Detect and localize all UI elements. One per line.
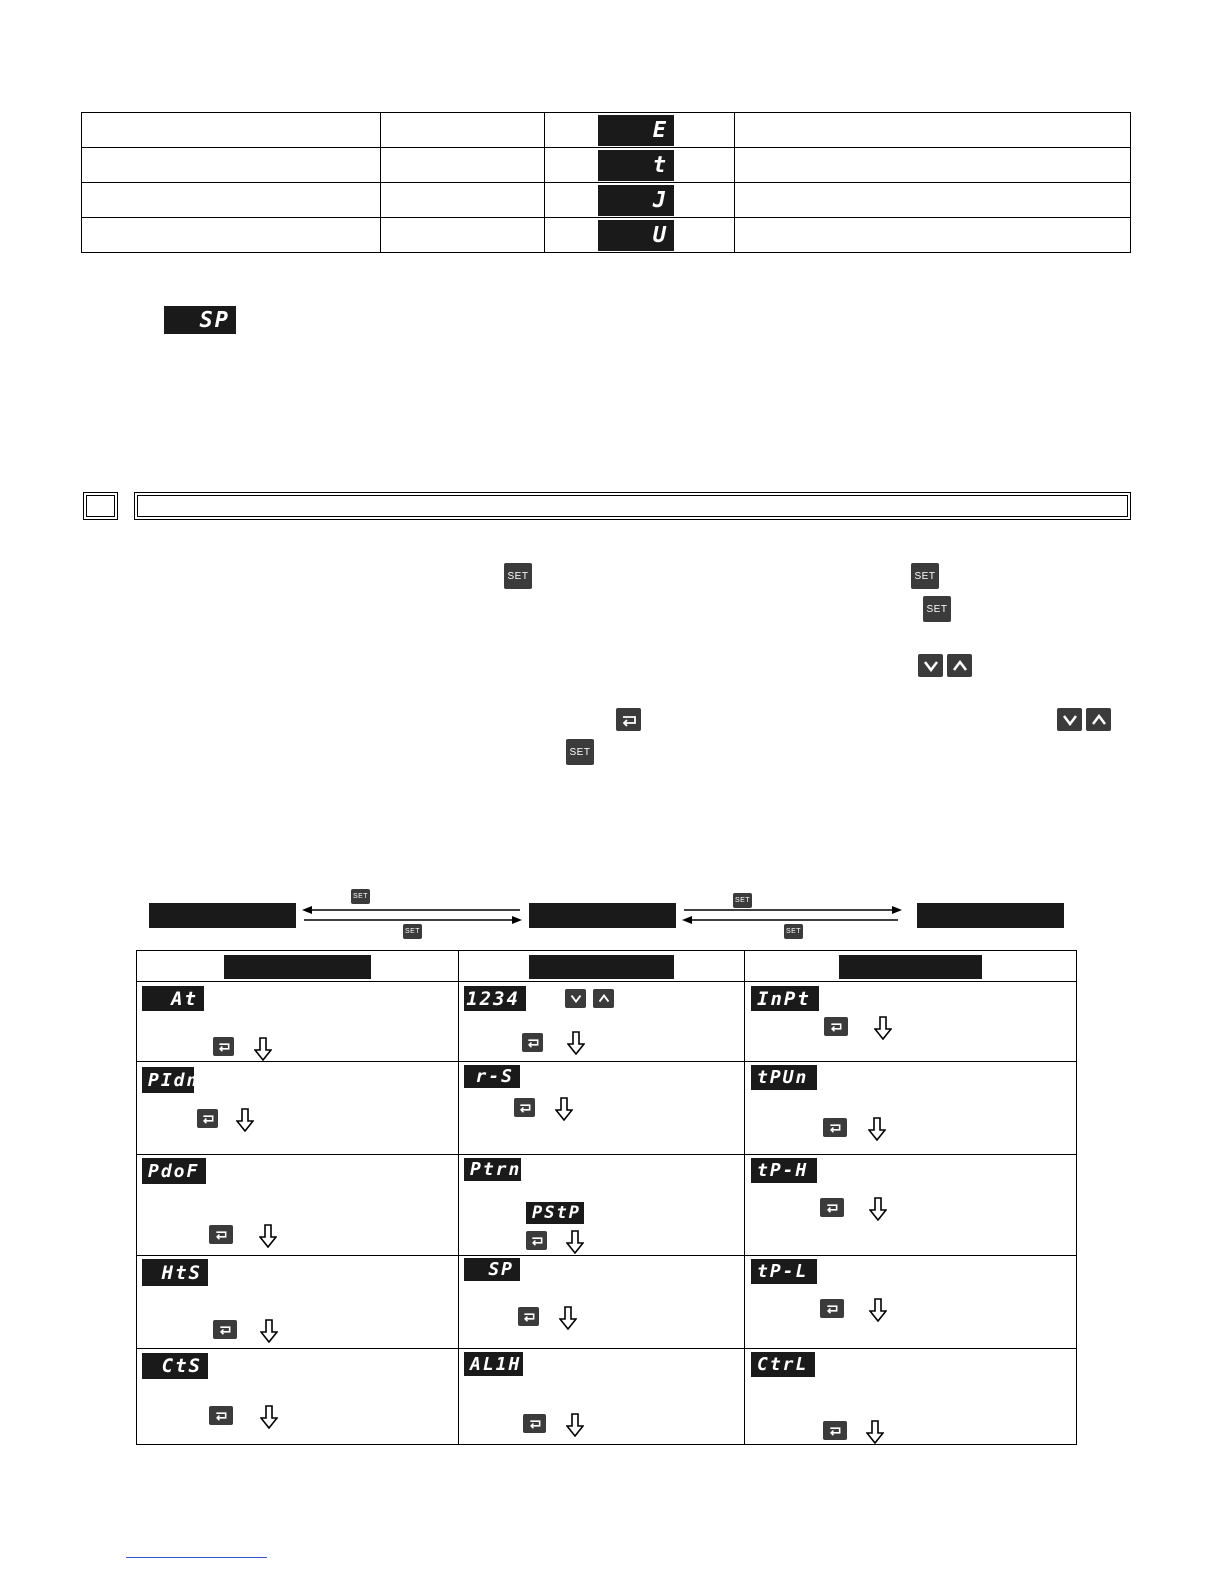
flow-down-arrow-icon: [260, 1405, 278, 1429]
parameter-grid: [136, 950, 1077, 1445]
mode-return-icon: [523, 1414, 546, 1433]
column-header-bar: [839, 955, 982, 979]
set-button-icon: SET: [911, 563, 939, 589]
led-display: HtS: [142, 1259, 208, 1286]
footer-link-underline[interactable]: [126, 1557, 267, 1558]
mode-block-1: [149, 903, 296, 928]
mode-return-icon: [518, 1307, 539, 1326]
led-display: Ptrn: [464, 1158, 521, 1181]
led-display: CtS: [142, 1353, 208, 1379]
led-display: r-S: [464, 1065, 520, 1088]
mode-return-icon: [823, 1118, 847, 1137]
flow-down-arrow-icon: [866, 1420, 884, 1444]
led-display: PdoF: [142, 1158, 206, 1184]
set-button-icon: SET: [566, 739, 594, 765]
mode-return-icon: [820, 1198, 844, 1217]
section-title-box: [134, 492, 1131, 520]
led-display: CtrL: [751, 1352, 815, 1377]
table-row: [137, 982, 1077, 1062]
flow-down-arrow-icon: [874, 1016, 892, 1040]
mode-return-icon: [514, 1098, 535, 1117]
mode-return-icon: [213, 1320, 237, 1339]
flow-down-arrow-icon: [566, 1413, 584, 1437]
sensor-type-table: [81, 112, 1131, 253]
table-row: [137, 1256, 1077, 1349]
flow-down-arrow-icon: [869, 1298, 887, 1322]
table-row: [137, 1155, 1077, 1256]
set-button-icon: SET: [923, 596, 951, 622]
mode-return-icon: [522, 1033, 543, 1052]
flow-down-arrow-icon: [555, 1097, 573, 1121]
mode-return-icon: [526, 1231, 547, 1250]
table-row: [137, 1062, 1077, 1155]
flow-down-arrow-icon: [566, 1230, 584, 1254]
set-button-icon: SET: [351, 889, 370, 904]
led-display: At: [142, 986, 204, 1011]
mode-return-icon: [213, 1037, 234, 1056]
mode-return-icon: [209, 1406, 233, 1425]
down-arrow-button-icon: [1057, 708, 1082, 731]
led-display: E: [598, 115, 674, 146]
table-row: [137, 951, 1077, 982]
led-display: PStP: [526, 1202, 584, 1224]
set-button-icon: SET: [403, 924, 422, 939]
led-display: AL1H: [464, 1352, 523, 1376]
flow-down-arrow-icon: [869, 1197, 887, 1221]
flow-down-arrow-icon: [567, 1031, 585, 1055]
mode-return-icon: [616, 708, 641, 731]
led-display: 1234: [464, 986, 526, 1011]
up-arrow-button-icon: [1086, 708, 1111, 731]
mode-block-2: [529, 903, 676, 928]
table-row: [82, 218, 1131, 253]
mode-return-icon: [824, 1017, 848, 1036]
down-arrow-button-icon: [918, 654, 943, 677]
mode-return-icon: [197, 1109, 218, 1128]
led-display: InPt: [751, 986, 819, 1011]
flow-down-arrow-icon: [260, 1319, 278, 1343]
led-display: tP-L: [751, 1259, 817, 1284]
led-display: SP: [464, 1258, 520, 1281]
double-arrow-icon: [680, 905, 905, 925]
flow-down-arrow-icon: [254, 1037, 272, 1061]
column-header-bar: [224, 955, 371, 979]
flow-down-arrow-icon: [259, 1224, 277, 1248]
flow-down-arrow-icon: [236, 1108, 254, 1132]
table-row: [82, 183, 1131, 218]
led-display: J: [598, 185, 674, 216]
led-display: U: [598, 220, 674, 251]
column-header-bar: [529, 955, 674, 979]
mode-block-3: [917, 903, 1064, 928]
flow-down-arrow-icon: [559, 1306, 577, 1330]
mode-return-icon: [823, 1421, 847, 1440]
mode-return-icon: [209, 1225, 233, 1244]
set-button-icon: SET: [504, 563, 532, 589]
set-button-icon: SET: [784, 924, 803, 939]
flow-down-arrow-icon: [868, 1117, 886, 1141]
double-arrow-icon: [300, 905, 525, 925]
up-arrow-button-icon: [947, 654, 972, 677]
section-number-box: [83, 492, 118, 520]
table-row: [82, 113, 1131, 148]
down-arrow-button-icon: [565, 989, 586, 1008]
sp-led-display: SP: [164, 306, 236, 334]
led-display: PIdn: [142, 1067, 194, 1093]
led-display: tP-H: [751, 1158, 817, 1183]
mode-return-icon: [820, 1299, 844, 1318]
up-arrow-button-icon: [593, 989, 614, 1008]
table-row: [137, 1349, 1077, 1445]
led-display: t: [598, 150, 674, 181]
set-button-icon: SET: [733, 893, 752, 908]
table-row: [82, 148, 1131, 183]
led-display: tPUn: [751, 1065, 817, 1090]
